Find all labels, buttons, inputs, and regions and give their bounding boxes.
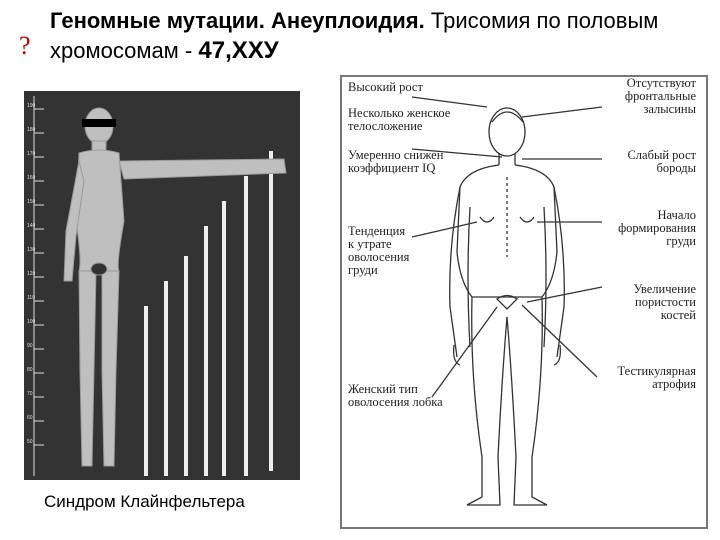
slide-title bbox=[50, 6, 710, 66]
label-tall-stature: Высокий рост bbox=[348, 80, 423, 94]
ruler-tick-label: 140 bbox=[27, 223, 36, 229]
ruler-tick-label: 130 bbox=[27, 247, 36, 253]
ruler-tick-label: 170 bbox=[27, 151, 36, 157]
ruler-tick-label: 120 bbox=[27, 271, 36, 277]
klinefelter-diagram bbox=[340, 75, 708, 529]
title-normal: Трисомия по половым хромосомам - bbox=[50, 8, 659, 63]
ruler-tick-label: 70 bbox=[27, 391, 33, 397]
ruler-tick-label: 100 bbox=[27, 319, 36, 325]
patient-photo bbox=[24, 91, 300, 480]
label-female-physique: Несколько женское телосложение bbox=[348, 106, 451, 133]
caption-klinefelter: Синдром Клайнфельтера bbox=[44, 492, 245, 511]
ruler-tick-label: 190 bbox=[27, 103, 36, 109]
label-bone-porosity: Увеличение пористости костей bbox=[633, 282, 696, 322]
ruler-tick-label: 110 bbox=[27, 295, 35, 301]
label-sparse-beard: Слабый рост бороды bbox=[627, 148, 696, 175]
label-testicular-atrophy: Тестикулярная атрофия bbox=[617, 364, 696, 391]
ruler-tick-label: 150 bbox=[27, 199, 36, 205]
title-bold: Геномные мутации. Анеуплоидия. bbox=[50, 8, 425, 33]
ruler-tick-label: 180 bbox=[27, 127, 36, 133]
label-no-frontal-baldness: Отсутствуют фронтальные залысины bbox=[624, 76, 696, 116]
ruler-tick-label: 80 bbox=[27, 367, 33, 373]
question-mark: ? bbox=[19, 31, 31, 60]
ruler-tick-label: 160 bbox=[27, 175, 36, 181]
label-female-pubic-hair: Женский тип оволосения лобка bbox=[348, 382, 443, 409]
patient-photo-drawing bbox=[24, 91, 300, 480]
ruler-tick-label: 50 bbox=[27, 439, 33, 445]
label-breast-development: Начало формирования груди bbox=[618, 208, 696, 248]
title-karyotype: 47,XXУ bbox=[198, 37, 279, 64]
ruler-tick-label: 90 bbox=[27, 343, 33, 349]
ruler-tick-label: 60 bbox=[27, 415, 33, 421]
label-reduced-iq: Умеренно снижен коэффициент IQ bbox=[348, 148, 444, 175]
label-chest-hair-loss: Тенденция к утрате оволосения груди bbox=[348, 224, 410, 277]
